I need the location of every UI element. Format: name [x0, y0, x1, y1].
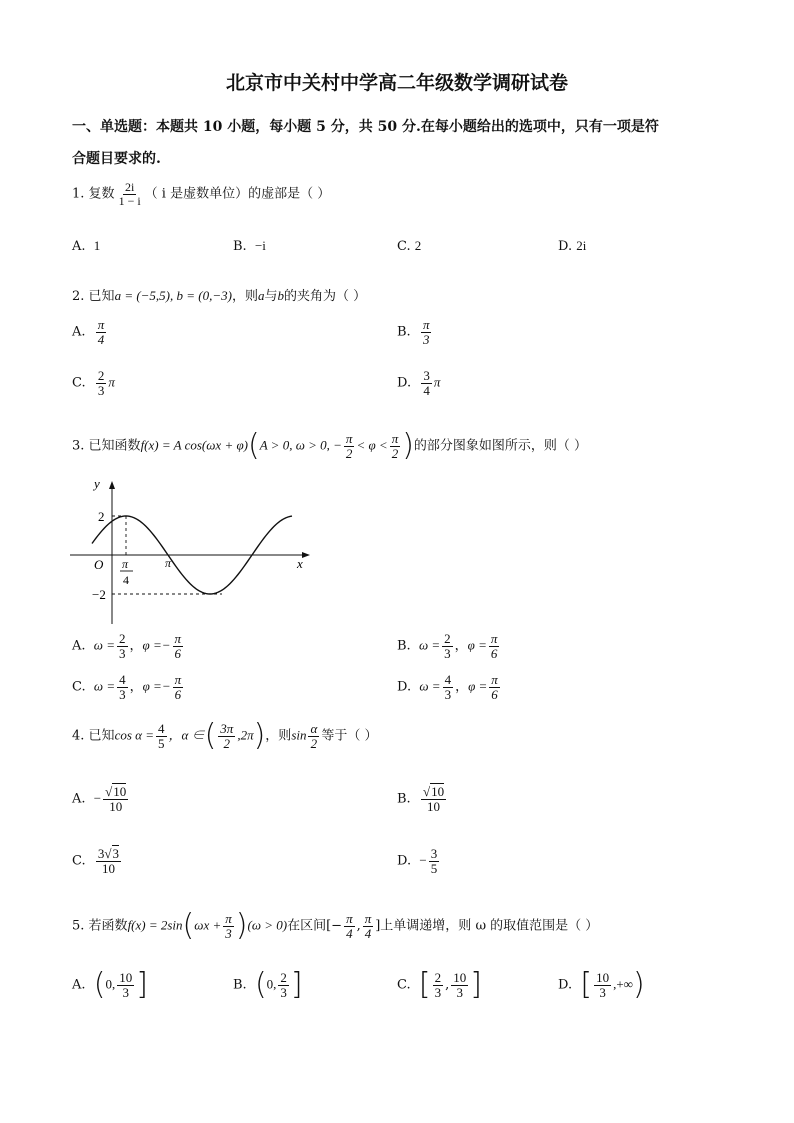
- option-label: D.: [397, 375, 412, 391]
- section-header-line2: 合题目要求的.: [72, 151, 161, 167]
- fraction-den: 3: [422, 331, 430, 347]
- fraction-den: 3: [434, 984, 442, 1000]
- fraction-num: π: [345, 430, 353, 446]
- option-label: B.: [397, 791, 411, 807]
- fraction-num: 4: [444, 672, 452, 687]
- sign: −: [419, 852, 427, 868]
- option-label: A.: [72, 239, 86, 254]
- option-label: C.: [72, 853, 86, 869]
- paren-left: (: [93, 967, 106, 1002]
- math-expression: sin: [291, 727, 307, 743]
- question-text: 若函数: [88, 918, 128, 934]
- question-text: 复数: [88, 186, 115, 202]
- omega-symbol: ω =: [418, 637, 441, 653]
- omega-symbol: ω =: [419, 678, 441, 694]
- fraction: [96, 369, 107, 397]
- question-text: 的夹角为（ ）: [284, 289, 367, 304]
- omega-symbol: ω =: [93, 637, 115, 653]
- math-expression: (ω > 0): [247, 917, 288, 933]
- radicand: 3: [112, 846, 120, 861]
- question-text: ，则: [265, 728, 292, 744]
- option-value: 1: [93, 238, 101, 253]
- question-number: 1.: [72, 186, 85, 202]
- fraction: [429, 847, 440, 875]
- option-label: B.: [397, 324, 411, 340]
- fraction-num: 3: [430, 846, 438, 861]
- q2-option-d[interactable]: [397, 369, 440, 397]
- fraction-num: π: [490, 631, 498, 646]
- option-label: B.: [233, 239, 247, 254]
- q1-option-d[interactable]: [558, 238, 586, 254]
- math-expression: ωx +: [194, 917, 222, 933]
- fraction: [421, 369, 432, 397]
- option-value: 2i: [576, 238, 587, 253]
- option-value: −i: [254, 238, 266, 253]
- math-expression: f(x) = 2sin: [127, 917, 183, 933]
- fraction-num: π: [491, 672, 498, 687]
- fraction-den: 3: [97, 382, 105, 398]
- math-expression: ，α ∈: [168, 727, 205, 743]
- q5-option-b[interactable]: [233, 967, 303, 1002]
- tick-label-num: π: [122, 557, 129, 571]
- fraction-num: π: [174, 631, 182, 646]
- y-min-label: −2: [92, 587, 106, 602]
- fraction: [173, 673, 184, 701]
- coefficient: 3: [97, 846, 105, 861]
- math-expression: f(x) = A cos(ωx + φ): [140, 437, 248, 453]
- fraction-den: 3: [225, 925, 232, 941]
- fraction: [308, 722, 319, 750]
- fraction-num: √10: [105, 784, 127, 799]
- fraction: [96, 318, 107, 346]
- tick-label-den: 4: [123, 573, 129, 587]
- option-label: B.: [397, 638, 411, 654]
- fraction: [156, 722, 167, 750]
- option-label: D.: [397, 679, 412, 695]
- question-number: 5.: [72, 918, 85, 934]
- fraction: [442, 632, 453, 660]
- question-text: 已知函数: [88, 438, 141, 454]
- fraction: [390, 432, 401, 460]
- x-axis-arrow: [302, 552, 310, 558]
- q4-option-b[interactable]: [397, 785, 448, 813]
- fraction-num: π: [422, 317, 430, 332]
- fraction: [344, 912, 355, 940]
- fraction-den: 2: [345, 445, 353, 461]
- omega-symbol: ω =: [93, 678, 116, 694]
- fraction-num: 2: [280, 969, 287, 985]
- q4-option-d[interactable]: [397, 847, 441, 875]
- fraction-num: 3: [423, 368, 430, 383]
- origin-label: O: [94, 557, 104, 572]
- question-text: ]上单调递增，则 ω 的取值范围是（ ）: [375, 918, 599, 934]
- q5-option-c[interactable]: C. [ $\frac{2}{3}$ , $\frac{10}{3}$ ]: [397, 967, 482, 1002]
- fraction-den: 10: [109, 798, 123, 814]
- question-text: 已知: [88, 728, 115, 744]
- fraction-num: 10: [453, 969, 467, 985]
- fraction-den: 3: [122, 984, 130, 1000]
- fraction-den: 3: [119, 686, 126, 702]
- cosine-graph: [64, 476, 324, 628]
- option-label: D.: [558, 977, 573, 993]
- option-label: A.: [72, 977, 86, 993]
- fraction: [451, 971, 468, 999]
- option-label: D.: [397, 853, 412, 869]
- q3-option-d[interactable]: D. ω = $\frac{4}{3}$ ，φ = $\frac{\pi}{6}$: [397, 672, 498, 702]
- option-value: π: [433, 374, 441, 390]
- paren-left: (: [204, 718, 217, 753]
- tick-label-pi: π: [165, 556, 172, 570]
- fraction-num: 2: [119, 631, 126, 646]
- fraction: [103, 785, 128, 813]
- option-label: A.: [72, 791, 86, 807]
- option-value: 0,: [266, 976, 277, 992]
- q1-option-a[interactable]: [72, 238, 100, 254]
- fraction: [117, 971, 134, 999]
- paren-right: ): [235, 908, 248, 943]
- page-title: 北京市中关村中学高二年级数学调研试卷: [225, 72, 568, 94]
- fraction-den: 4: [346, 925, 353, 941]
- fraction-den: 2: [223, 735, 231, 751]
- option-label: D.: [558, 239, 573, 254]
- fraction-num: α: [310, 720, 318, 736]
- fraction-den: 3: [280, 984, 287, 1000]
- paren-right: ): [632, 967, 645, 1002]
- question-2: [72, 285, 366, 304]
- fraction: [278, 971, 289, 999]
- bracket-right: ]: [136, 967, 148, 1002]
- sign: −: [161, 678, 171, 694]
- sign: −: [93, 790, 102, 806]
- math-expression: ,2π: [237, 727, 254, 743]
- q3-option-b[interactable]: B. ω = $\frac{2}{3}$ ，φ = $\frac{\pi}{6}$: [397, 631, 498, 661]
- paren-left: (: [254, 967, 267, 1002]
- fraction: [489, 632, 500, 660]
- math-expression: a = (−5,5), b = (0,−3): [114, 288, 232, 303]
- fraction: [421, 785, 446, 813]
- question-3: [72, 428, 588, 463]
- vector-b: b: [277, 288, 284, 303]
- fraction: [173, 632, 184, 660]
- phi-symbol: φ =: [468, 678, 488, 694]
- fraction-num: 2: [434, 969, 442, 985]
- fraction-num: π: [225, 910, 232, 926]
- fraction-den: 3: [456, 984, 463, 1000]
- y-axis-arrow: [109, 481, 115, 489]
- phi-symbol: φ =: [142, 678, 162, 694]
- paren-right: ): [402, 428, 414, 463]
- vector-a: a: [257, 288, 265, 303]
- fraction-num: 10: [596, 969, 610, 985]
- question-text: 的部分图象如图所示，则（ ）: [413, 438, 588, 454]
- question-text: 等于（ ）: [321, 728, 378, 744]
- fraction-den: 5: [158, 735, 165, 751]
- question-5: [72, 908, 599, 943]
- y-max-label: 2: [98, 509, 105, 524]
- paren-right: ): [253, 718, 266, 753]
- fraction: [594, 971, 611, 999]
- fraction-num: 2: [444, 631, 451, 646]
- fraction-num: 2: [97, 368, 105, 383]
- fraction-den: 3: [444, 645, 451, 661]
- phi-symbol: φ =: [467, 637, 487, 653]
- fraction-num: 10: [119, 969, 133, 985]
- fraction-num: π: [174, 672, 182, 687]
- fraction-den: 6: [491, 686, 498, 702]
- paren-left: (: [248, 428, 260, 463]
- fraction-num: π: [97, 317, 105, 332]
- fraction-den: 6: [174, 686, 182, 702]
- question-text: （ i 是虚数单位）的虚部是（ ）: [144, 186, 331, 202]
- fraction: [218, 722, 235, 750]
- option-label: C.: [397, 239, 411, 254]
- q3-option-c[interactable]: C. ω = $\frac{4}{3}$ ，φ =− $\frac{\pi}{6}$: [72, 672, 182, 702]
- q3-option-a[interactable]: A. ω = $\frac{2}{3}$ ，φ =− $\frac{\pi}{6}$: [72, 631, 182, 661]
- y-axis-label: y: [94, 476, 100, 491]
- section-header-line1: 一、单选题：本题共 10 小题，每小题 5 分，共 50 分.在每小题给出的选项中，只有一项是符: [72, 119, 659, 135]
- q1-option-b[interactable]: [233, 238, 266, 254]
- option-value: π: [108, 374, 115, 390]
- fraction-den: 10: [427, 798, 441, 814]
- option-label: C.: [397, 977, 411, 993]
- option-value: 2: [414, 238, 422, 253]
- fraction-den: 4: [364, 925, 372, 941]
- fraction-den: 5: [430, 860, 438, 876]
- option-label: A.: [72, 324, 86, 340]
- fraction-den: 2: [310, 735, 318, 751]
- fraction-num: 3√3: [97, 846, 120, 861]
- option-label: B.: [233, 977, 247, 993]
- fraction: [489, 673, 500, 701]
- math-expression: A > 0, ω > 0, −: [259, 437, 342, 453]
- fraction: [421, 318, 432, 346]
- fraction: [344, 432, 355, 460]
- q2-option-b[interactable]: [397, 318, 433, 346]
- bracket-right: ]: [290, 967, 303, 1002]
- fraction-num: 3π: [220, 720, 234, 736]
- fraction-den: 3: [119, 645, 126, 661]
- option-label: C.: [72, 679, 86, 695]
- q5-option-d[interactable]: [558, 967, 645, 1002]
- q2-option-a[interactable]: [72, 318, 108, 346]
- fraction: [117, 673, 128, 701]
- bracket-left: [: [418, 967, 431, 1002]
- option-value: ,+∞: [613, 976, 633, 992]
- fraction-den: 1 − i: [118, 193, 141, 208]
- fraction-den: 6: [490, 645, 498, 661]
- question-number: 3.: [72, 438, 85, 454]
- fraction-num: 4: [119, 672, 126, 687]
- fraction: [96, 847, 121, 875]
- math-expression: < φ <: [356, 437, 388, 453]
- question-number: 2.: [72, 289, 85, 304]
- q5-option-a[interactable]: [72, 967, 148, 1002]
- fraction-den: 3: [444, 686, 452, 702]
- fraction-num: 2i: [124, 180, 135, 194]
- question-number: 4.: [72, 728, 85, 744]
- x-axis-label: x: [297, 556, 303, 571]
- fraction-num: π: [391, 430, 399, 446]
- fraction-num: π: [346, 910, 353, 926]
- question-4: [72, 718, 378, 753]
- fraction-den: 3: [599, 984, 606, 1000]
- fraction-den: 6: [174, 645, 182, 661]
- fraction: [433, 971, 444, 999]
- math-expression: cos α =: [114, 727, 154, 743]
- q4-option-c[interactable]: [72, 847, 123, 875]
- paren-left: (: [182, 908, 195, 943]
- fraction-den: 10: [101, 860, 115, 876]
- option-label: C.: [72, 375, 86, 391]
- question-text: ,: [356, 918, 361, 934]
- question-text: 已知: [88, 289, 115, 304]
- fraction-den: 2: [391, 445, 399, 461]
- option-value: 0,: [105, 976, 116, 992]
- q1-option-c[interactable]: [397, 238, 421, 254]
- fraction-num: 4: [158, 720, 165, 736]
- phi-symbol: φ =: [142, 637, 162, 653]
- fraction-num: √10: [422, 784, 445, 799]
- question-text: 在区间[−: [287, 918, 343, 934]
- bracket-left: [: [580, 967, 593, 1002]
- fraction: [223, 912, 234, 940]
- radicand: 10: [113, 784, 127, 799]
- fraction: [117, 632, 128, 660]
- fraction-den: 4: [423, 382, 430, 398]
- fraction-num: π: [364, 910, 372, 926]
- q4-option-a[interactable]: [72, 785, 130, 813]
- question-text: ，则: [231, 289, 258, 304]
- fraction: [363, 912, 374, 940]
- fraction-den: 4: [97, 331, 105, 347]
- question-text: 与: [264, 289, 278, 304]
- question-1: [72, 181, 330, 207]
- q2-option-c[interactable]: [72, 369, 115, 397]
- fraction: [117, 181, 143, 207]
- bracket-right: ]: [470, 967, 482, 1002]
- fraction: [443, 673, 454, 701]
- option-label: A.: [72, 638, 86, 654]
- sign: −: [161, 637, 171, 653]
- radicand: 10: [431, 784, 445, 799]
